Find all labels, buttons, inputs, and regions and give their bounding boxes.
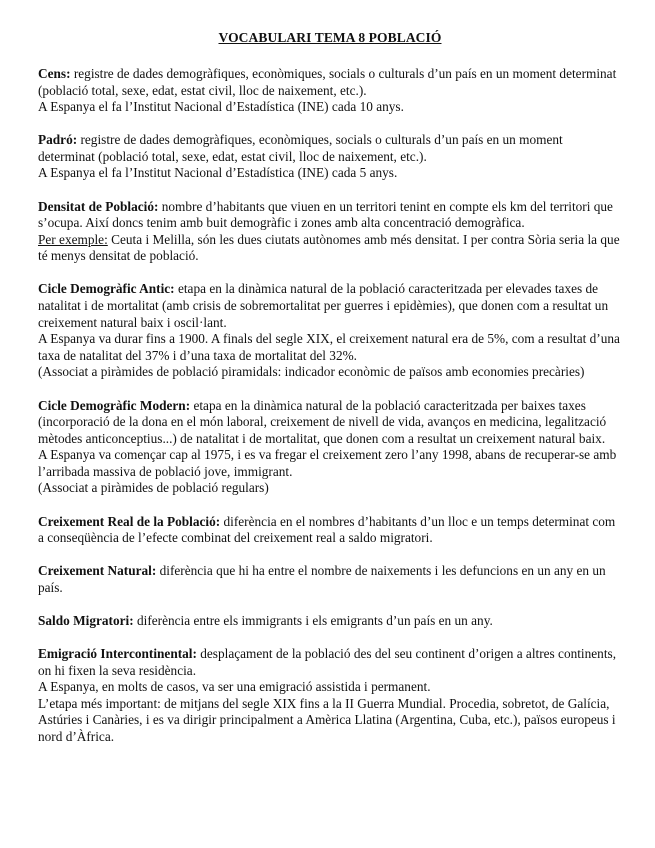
entry-term: Cicle Demogràfic Modern: — [38, 397, 191, 413]
entry-definition — [38, 66, 622, 99]
vocab-entry-emigracio-intercontinental — [38, 646, 622, 746]
entry-definition-text: nombre d’habitants que viuen en un territori tenint en compte els km del territori que s’ocupa. Així doncs tenim amb buit demogràfic i zones amb alta concentració demogràfica. — [38, 198, 613, 231]
entry-note: A Espanya, en molts de casos, va ser una emigració assistida i permanent. — [38, 679, 431, 695]
vocab-entry-saldo-migratori — [38, 613, 622, 630]
entry-note: A Espanya va començar cap al 1975, i es va fregar el creixement zero l’any 1998, abans de recuperar-se amb l’arribada massiva de població jove, immigrant. — [38, 447, 617, 479]
vocab-entry-creixement-natural — [38, 563, 622, 596]
example-label: Per exemple: — [38, 231, 108, 247]
entry-definition — [38, 132, 622, 165]
vocab-entry-padro — [38, 132, 622, 182]
entry-term: Padró: — [38, 132, 78, 148]
entry-term: Creixement Natural: — [38, 563, 157, 579]
entry-definition — [38, 398, 622, 448]
entry-definition-text: diferència entre els immigrants i els emigrants d’un país en un any. — [133, 612, 493, 628]
entry-example — [38, 232, 622, 265]
entry-definition — [38, 281, 622, 331]
entry-definition — [38, 613, 622, 630]
entry-term: Cicle Demogràfic Antic: — [38, 281, 175, 297]
vocab-entry-cicle-modern — [38, 398, 622, 498]
entry-note: L’etapa més important: de mitjans del segle XIX fins a la II Guerra Mundial. Procedia, sobretot, de Galícia, Astúries i Canàries, i es va dirigir principalment a Amèrica Llatina (Argentina, Cuba, etc.), països europeus i nord d’Àfrica. — [38, 695, 616, 744]
entry-definition-text: etapa en la dinàmica natural de la població caracteritzada per elevades taxes de natalitat i de mortalitat (amb crisis de sobremortalitat per guerres i epidèmies), que donen com a resultat un creixement natural baix i oscil·lant. — [38, 281, 609, 330]
entry-definition — [38, 514, 622, 547]
example-text: Ceuta i Melilla, són les dues ciutats autònomes amb més densitat. I per contra Sòria seria la que té menys densitat de població. — [38, 231, 620, 264]
entry-definition — [38, 646, 622, 679]
entry-note: (Associat a piràmides de població regulars) — [38, 480, 269, 496]
entry-definition-text: registre de dades demogràfiques, econòmiques, socials o culturals d’un país en un moment determinat (població total, sexe, edat, estat civil, lloc de naixement, etc.). — [38, 132, 563, 164]
entry-definition-text: etapa en la dinàmica natural de la població caracteritzada per baixes taxes (incorporació de la dona en el món laboral, creixement de nivell de vida, avanços en medicina, legalització mètodes anticonceptius...) de natalitat i de mortalitat, que donen com a resultat un creixement natural baix. — [38, 397, 607, 446]
vocab-entry-cicle-antic — [38, 281, 622, 381]
entry-term: Densitat de Població: — [38, 198, 159, 214]
vocab-entry-creixement-real — [38, 514, 622, 547]
entry-note: A Espanya va durar fins a 1900. A finals del segle XIX, el creixement natural era de 5%, com a resultat d’una taxa de natalitat del 37% i d’una taxa de mortalitat del 32%. — [38, 331, 620, 363]
entry-definition-text: diferència que hi ha entre el nombre de naixements i les defuncions en un any en un país. — [38, 563, 606, 595]
document-page — [38, 30, 622, 762]
entry-note: A Espanya el fa l’Institut Nacional d’Estadística (INE) cada 5 anys. — [38, 165, 398, 181]
vocab-entry-cens — [38, 66, 622, 116]
entry-term: Emigració Intercontinental: — [38, 646, 197, 662]
entry-definition — [38, 199, 622, 232]
entry-term: Saldo Migratori: — [38, 612, 134, 628]
vocab-entry-densitat — [38, 199, 622, 265]
entry-definition-text: diferència en el nombres d’habitants d’un lloc e un temps determinat com a conseqüència de l’efecte combinat del creixement real a saldo migratori. — [38, 513, 616, 546]
entry-term: Creixement Real de la Població: — [38, 513, 221, 529]
entry-definition-text: registre de dades demogràfiques, econòmiques, socials o culturals d’un país en un moment determinat (població total, sexe, edat, estat civil, lloc de naixement, etc.). — [38, 66, 617, 98]
entry-note: (Associat a piràmides de població piramidals: indicador econòmic de països amb economies precàries) — [38, 364, 585, 380]
entry-definition-text: desplaçament de la població des del seu continent d’origen a altres continents, on hi fixen la seva residència. — [38, 646, 617, 678]
page-title: VOCABULARI TEMA 8 POBLACIÓ — [218, 30, 442, 45]
entry-note: A Espanya el fa l’Institut Nacional d’Estadística (INE) cada 10 anys. — [38, 99, 404, 115]
entry-term: Cens: — [38, 66, 71, 81]
entry-definition — [38, 563, 622, 596]
